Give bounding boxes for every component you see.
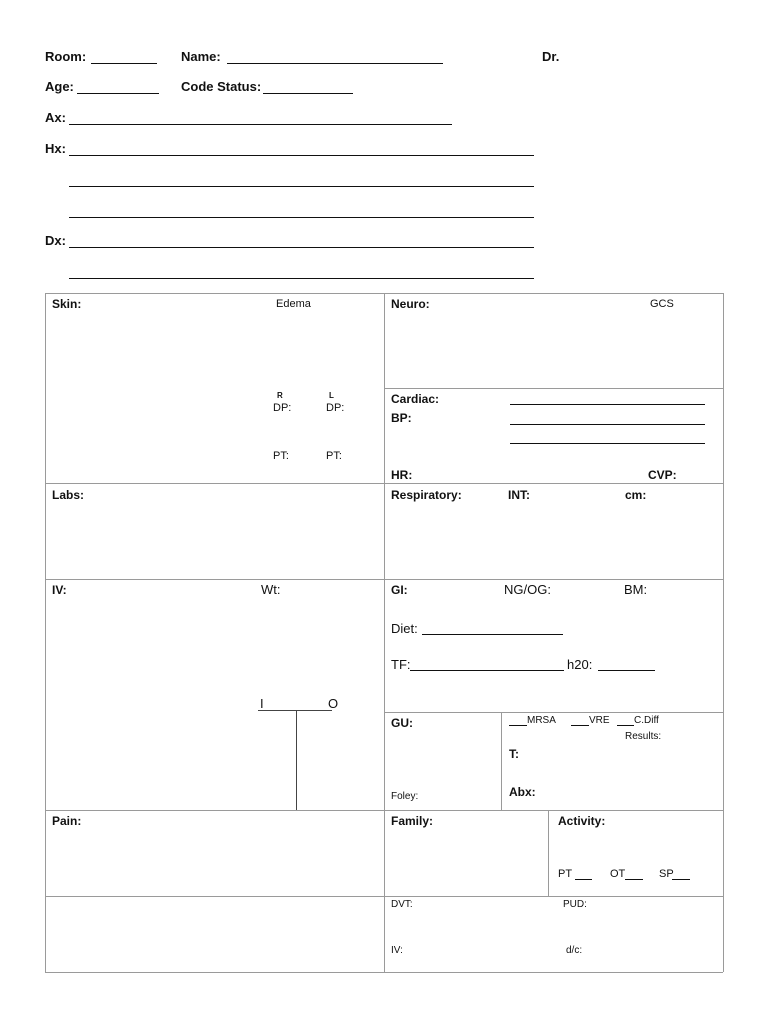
code-status-blank[interactable] <box>263 93 353 94</box>
hx-blank-2[interactable] <box>69 186 534 187</box>
pain-label: Pain: <box>52 814 82 828</box>
ng-og-label: NG/OG: <box>504 582 551 597</box>
mrsa-label: MRSA <box>527 715 556 726</box>
foley-label: Foley: <box>391 791 419 802</box>
dp-right-label: DP: <box>273 402 292 414</box>
h20-blank[interactable] <box>598 670 655 671</box>
cdiff-label: C.Diff <box>634 715 659 726</box>
age-label: Age: <box>45 79 74 94</box>
room-label: Room: <box>45 49 87 64</box>
ot-therapy-blank[interactable] <box>625 879 643 880</box>
ot-therapy-label: OT <box>610 868 626 880</box>
diet-blank[interactable] <box>422 634 563 635</box>
hx-blank-1[interactable] <box>69 155 534 156</box>
doctor-label: Dr. <box>542 49 560 64</box>
cm-label: cm: <box>625 488 647 502</box>
diet-label: Diet: <box>391 621 418 636</box>
temperature-label: T: <box>509 747 519 761</box>
pud-label: PUD: <box>563 899 587 910</box>
right-side-label: R <box>277 391 283 400</box>
bm-label: BM: <box>624 582 648 597</box>
results-label: Results: <box>625 731 662 742</box>
labs-label: Labs: <box>52 488 85 502</box>
gcs-label: GCS <box>650 298 674 310</box>
cardiac-blank-3[interactable] <box>510 443 705 444</box>
dx-blank-1[interactable] <box>69 247 534 248</box>
gu-label: GU: <box>391 716 413 730</box>
hx-label: Hx: <box>45 141 66 156</box>
neuro-label: Neuro: <box>391 297 430 311</box>
age-blank[interactable] <box>77 93 159 94</box>
pt-therapy-label: PT <box>558 868 573 880</box>
sp-therapy-blank[interactable] <box>672 879 690 880</box>
activity-label: Activity: <box>558 814 606 828</box>
hr-label: HR: <box>391 468 413 482</box>
sp-therapy-label: SP <box>659 868 674 880</box>
mrsa-blank[interactable] <box>509 725 527 726</box>
ax-blank[interactable] <box>69 124 452 125</box>
left-side-label: L <box>329 391 334 400</box>
hx-blank-3[interactable] <box>69 217 534 218</box>
iv-bottom-label: IV: <box>391 945 403 956</box>
discontinue-label: d/c: <box>566 945 583 956</box>
int-label: INT: <box>508 488 530 502</box>
bp-label: BP: <box>391 411 412 425</box>
weight-label: Wt: <box>261 582 281 597</box>
cardiac-blank-2[interactable] <box>510 424 705 425</box>
family-label: Family: <box>391 814 434 828</box>
tf-label: TF: <box>391 657 411 672</box>
dx-label: Dx: <box>45 233 66 248</box>
room-blank[interactable] <box>91 63 157 64</box>
dp-left-label: DP: <box>326 402 345 414</box>
vre-blank[interactable] <box>571 725 589 726</box>
dvt-label: DVT: <box>391 899 413 910</box>
pt-right-label: PT: <box>273 450 289 462</box>
pt-therapy-blank[interactable] <box>575 879 592 880</box>
h20-label: h20: <box>567 657 593 672</box>
cdiff-blank[interactable] <box>617 725 634 726</box>
code-status-label: Code Status: <box>181 79 262 94</box>
output-label: O <box>328 696 339 711</box>
cvp-label: CVP: <box>648 468 677 482</box>
iv-label: IV: <box>52 583 67 597</box>
name-blank[interactable] <box>227 63 443 64</box>
name-label: Name: <box>181 49 221 64</box>
ax-label: Ax: <box>45 110 66 125</box>
skin-label: Skin: <box>52 297 82 311</box>
tf-blank[interactable] <box>410 670 564 671</box>
respiratory-label: Respiratory: <box>391 488 462 502</box>
cardiac-blank-1[interactable] <box>510 404 705 405</box>
edema-label: Edema <box>276 298 311 310</box>
dx-blank-2[interactable] <box>69 278 534 279</box>
cardiac-label: Cardiac: <box>391 392 440 406</box>
intake-label: I <box>260 696 264 711</box>
abx-label: Abx: <box>509 785 536 799</box>
pt-left-label: PT: <box>326 450 342 462</box>
gi-label: GI: <box>391 583 408 597</box>
vre-label: VRE <box>589 715 610 726</box>
